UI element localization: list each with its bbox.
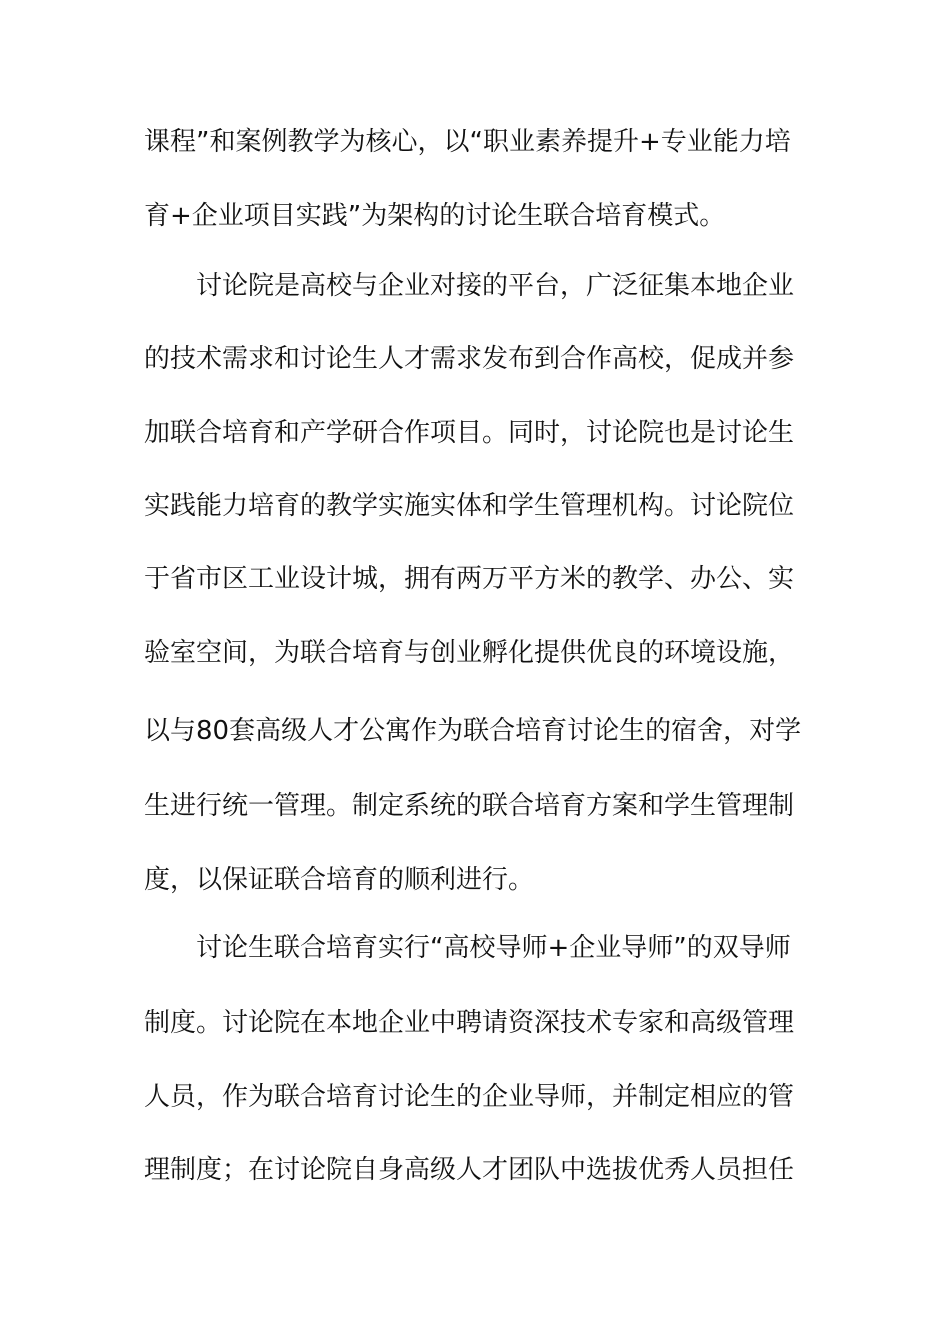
text-line: 于省市区工业设计城，拥有两万平方米的教学、办公、实 (144, 564, 795, 594)
text-line: 生进行统一管理。制定系统的联合培育方案和学生管理制 (144, 791, 795, 821)
text-line: 理制度；在讨论院自身高级人才团队中选拔优秀人员担任 (144, 1155, 795, 1185)
text-line: 课程”和案例教学为核心，以“职业素养提升+专业能力培 (144, 127, 791, 157)
paragraph-start-line: 讨论生联合培育实行“高校导师+企业导师”的双导师 (196, 933, 791, 963)
text-line: 育+企业项目实践”为架构的讨论生联合培育模式。 (144, 201, 726, 231)
paragraph-start-line: 讨论院是高校与企业对接的平台，广泛征集本地企业 (196, 271, 795, 301)
text-line: 度，以保证联合培育的顺利进行。 (144, 865, 535, 895)
text-line: 人员，作为联合培育讨论生的企业导师，并制定相应的管 (144, 1082, 795, 1112)
text-line: 的技术需求和讨论生人才需求发布到合作高校，促成并参 (144, 344, 795, 374)
text-line: 以与80套高级人才公寓作为联合培育讨论生的宿舍，对学 (144, 716, 802, 746)
text-line: 制度。讨论院在本地企业中聘请资深技术专家和高级管理 (144, 1008, 795, 1038)
text-line: 实践能力培育的教学实施实体和学生管理机构。讨论院位 (144, 491, 795, 521)
text-line: 加联合培育和产学研合作项目。同时，讨论院也是讨论生 (144, 418, 795, 448)
text-line: 验室空间，为联合培育与创业孵化提供优良的环境设施， (144, 638, 795, 668)
